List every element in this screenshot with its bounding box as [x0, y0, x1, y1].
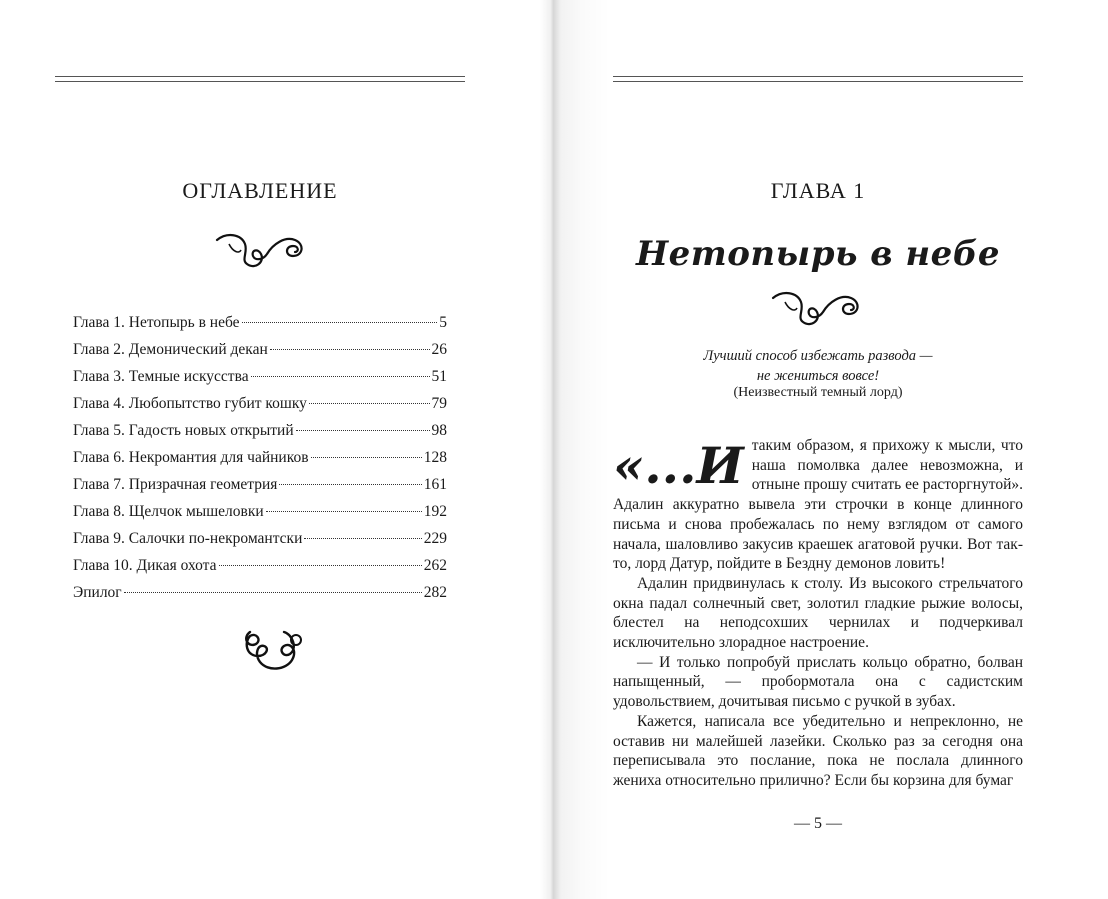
epigraph-line: не жениться вовсе! — [756, 368, 880, 384]
toc-entry[interactable] — [73, 530, 447, 557]
paragraph: — И только попробуй прислать кольцо обратно, болван напыщенный, — пробормотала она с садистским удовольствием, дочитывая письмо с ручкой в зубах. — [613, 653, 1023, 711]
flourish-end-ornament-icon — [240, 626, 306, 676]
epigraph-line: Лучший способ избежать развода — — [703, 348, 933, 364]
toc-entry[interactable] — [73, 314, 447, 341]
toc-entry-page: 51 — [431, 368, 447, 385]
toc-entry-title: Глава 3. Темные искусства — [73, 368, 249, 385]
toc-entry-title: Глава 1. Нетопырь в небе — [73, 314, 240, 331]
toc-entry-page: 192 — [423, 503, 447, 520]
leader-dots — [124, 592, 422, 593]
paragraph: Адалин придвинулась к столу. Из высокого стрельчатого окна падал солнечный свет, золотил гладкие рыжие волосы, блестел на неподсохших чернилах и подчеркивал исключительно злорадное настроение. — [613, 574, 1023, 652]
leader-dots — [304, 538, 421, 539]
toc-entry-title: Глава 7. Призрачная геометрия — [73, 476, 278, 493]
header-rule — [613, 76, 1023, 82]
toc-entry-title: Глава 9. Салочки по-некромантски — [73, 530, 303, 547]
paragraph: Кажется, написала все убедительно и непреклонно, не оставив ни малейшей лазейки. Сколько раз за сегодня она переписывала это послание, пока не послала длинного жениха относительно прилично? Если бы корзина для бумаг — [613, 712, 1023, 789]
left-page — [0, 0, 553, 899]
toc-entry-title: Глава 10. Дикая охота — [73, 557, 217, 574]
toc-entry-page: 26 — [431, 341, 447, 358]
chapter-body — [613, 436, 1023, 791]
toc-entry[interactable] — [73, 557, 447, 584]
leader-dots — [219, 565, 422, 566]
paragraph: таким образом, я прихожу к мысли, что наша помолвка далее невозможна, и отныне прошу считать ее расторгнутой». Адалин аккуратно вывела эти строчки в конце длинного письма и снова пробежалась по нему взглядом от самого начала, шаловливо закусив краешек агатовой ручки. Вот так-то, лорд Датур, пойдите в Бездну демонов ловить! — [613, 437, 1023, 573]
toc-entry-title: Глава 8. Щелчок мышеловки — [73, 503, 264, 520]
header-rule — [55, 76, 465, 82]
toc-entry-title: Эпилог — [73, 584, 122, 601]
toc-entry[interactable] — [73, 503, 447, 530]
toc-entry-title: Глава 4. Любопытство губит кошку — [73, 395, 307, 412]
flourish-ornament-icon — [771, 288, 866, 330]
chapter-title: Нетопырь в небе — [635, 234, 1001, 274]
toc-entry-title: Глава 2. Демонический декан — [73, 341, 268, 358]
leader-dots — [279, 484, 421, 485]
leader-dots — [311, 457, 422, 458]
toc-entry-page: 229 — [423, 530, 447, 547]
toc-heading: ОГЛАВЛЕНИЕ — [182, 178, 338, 203]
epigraph — [613, 346, 1023, 386]
epigraph-source: (Неизвестный темный лорд) — [733, 385, 903, 400]
toc-entry-page: 262 — [423, 557, 447, 574]
toc-entry-page: 79 — [431, 395, 447, 412]
toc-entry[interactable] — [73, 368, 447, 395]
toc-entry[interactable] — [73, 449, 447, 476]
toc-entry[interactable] — [73, 395, 447, 422]
flourish-ornament-icon — [215, 230, 310, 272]
leader-dots — [251, 376, 430, 377]
leader-dots — [270, 349, 430, 350]
leader-dots — [266, 511, 422, 512]
toc-entry-page: 128 — [423, 449, 447, 466]
leader-dots — [309, 403, 430, 404]
toc-entry[interactable] — [73, 422, 447, 449]
page-number: — 5 — — [794, 815, 842, 832]
toc-entry-title: Глава 5. Гадость новых открытий — [73, 422, 294, 439]
toc-entry-page: 98 — [431, 422, 447, 439]
toc-entry-page: 161 — [423, 476, 447, 493]
toc-entry[interactable] — [73, 476, 447, 503]
right-page — [553, 0, 1108, 899]
chapter-number: ГЛАВА 1 — [770, 178, 866, 203]
toc-entry-title: Глава 6. Некромантия для чайников — [73, 449, 309, 466]
toc-entry[interactable] — [73, 584, 447, 611]
leader-dots — [296, 430, 430, 431]
toc-entry-page: 282 — [423, 584, 447, 601]
gutter-shadow — [540, 0, 610, 899]
leader-dots — [242, 322, 438, 323]
drop-cap: «...И — [613, 436, 744, 495]
table-of-contents — [73, 314, 447, 611]
toc-entry-page: 5 — [439, 314, 447, 331]
toc-entry[interactable] — [73, 341, 447, 368]
